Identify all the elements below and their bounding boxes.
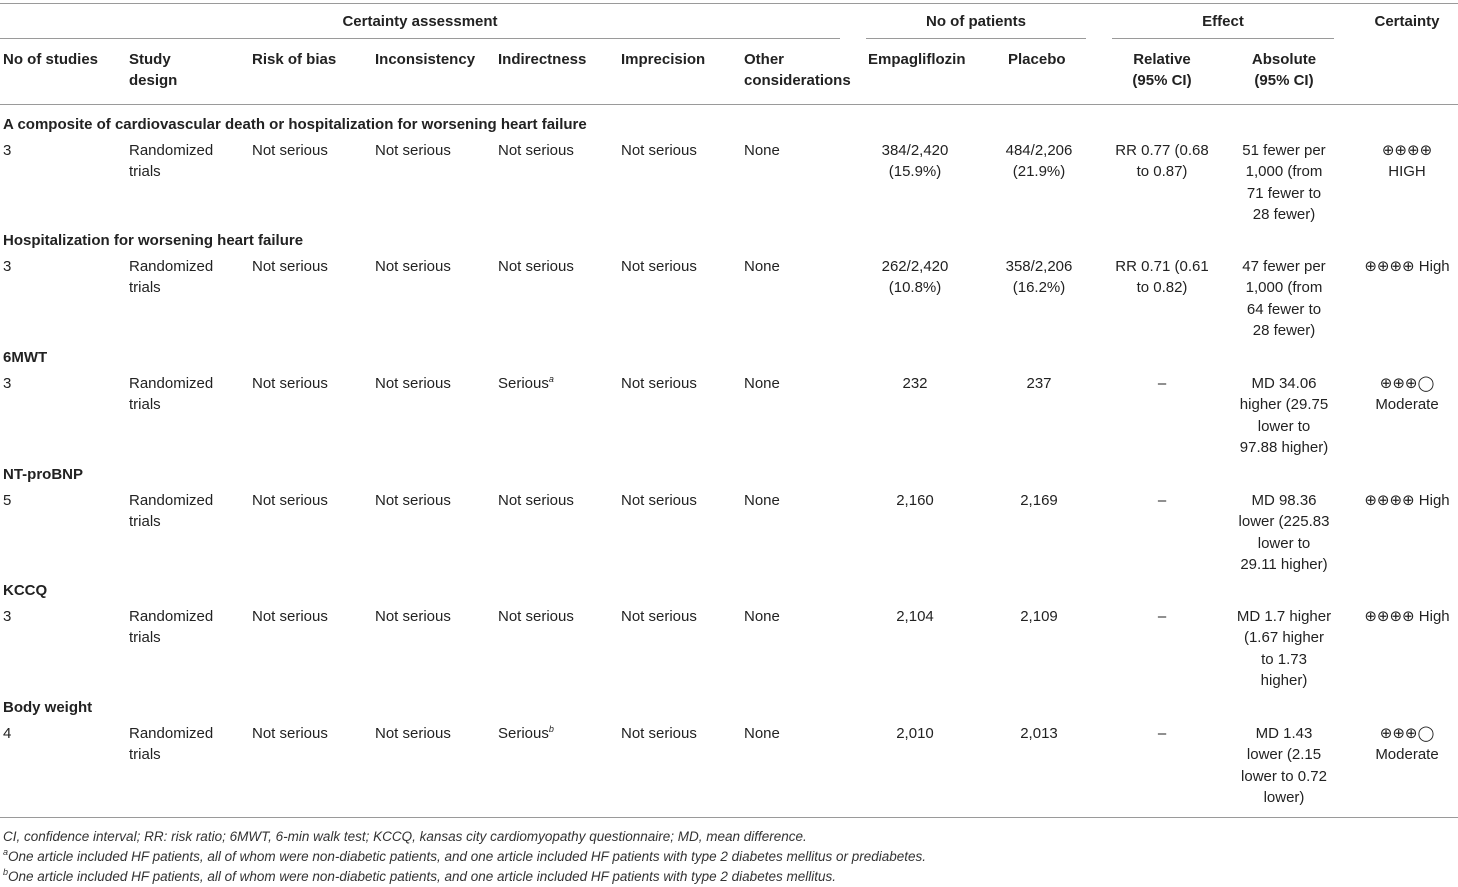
- cell-absolute: 51 fewer per 1,000 (from 71 fewer to 28 fewer): [1242, 142, 1326, 223]
- cell-indirectness: Serious$^a$: [498, 374, 554, 392]
- outcome-title: A composite of cardiovascular death or hospitalization for worsening heart failure: [3, 116, 587, 133]
- cell-placebo: 2,013: [1020, 725, 1058, 742]
- cell-no-of-studies: 5: [3, 492, 12, 509]
- cell-other-considerations: None: [744, 725, 780, 742]
- cell-no-of-studies: 3: [3, 258, 12, 275]
- col-absolute: Absolute (95% CI): [1251, 51, 1317, 90]
- cell-study-design: Randomized trials: [129, 142, 214, 181]
- col-indirectness: Indirectness: [498, 51, 587, 68]
- effect-group-rule: [1112, 38, 1334, 39]
- cell-inconsistency: Not serious: [375, 258, 451, 275]
- cell-risk-of-bias: Not serious: [252, 375, 328, 392]
- footnote-abbreviations: CI, confidence interval; RR: risk ratio; 6MWT, 6-min walk test; KCCQ, kansas city cardiomyopathy questionnaire; MD, mean difference.: [3, 829, 807, 844]
- cell-relative: –: [1157, 608, 1167, 625]
- table-bottom-rule: [0, 817, 1458, 818]
- outcome-title: 6MWT: [3, 349, 48, 366]
- cell-imprecision: Not serious: [621, 142, 697, 159]
- cell-placebo: 237: [1026, 375, 1052, 392]
- cell-relative: RR 0.71 (0.61 to 0.82): [1115, 258, 1209, 297]
- cell-absolute: MD 1.7 higher (1.67 higher to 1.73 higher): [1236, 608, 1332, 689]
- col-relative: Relative (95% CI): [1132, 51, 1192, 90]
- cell-placebo: 484/2,206 (21.9%): [1005, 142, 1073, 181]
- col-placebo: Placebo: [1008, 51, 1066, 68]
- group-certainty: Certainty: [1374, 13, 1440, 30]
- cell-inconsistency: Not serious: [375, 375, 451, 392]
- group-no-of-patients: No of patients: [926, 13, 1026, 30]
- col-no-of-studies: No of studies: [3, 51, 99, 68]
- cell-indirectness: Not serious: [498, 608, 574, 625]
- cell-certainty: ⊕⊕⊕⊕ HIGH: [1381, 142, 1433, 181]
- header-bottom-rule: [0, 104, 1458, 105]
- group-effect: Effect: [1202, 13, 1244, 30]
- cell-certainty: ⊕⊕⊕⊕ High: [1364, 608, 1450, 625]
- cell-risk-of-bias: Not serious: [252, 725, 328, 742]
- outcome-title: Hospitalization for worsening heart failure: [3, 232, 304, 249]
- outcome-title: NT-proBNP: [3, 466, 83, 483]
- cell-no-of-studies: 3: [3, 142, 12, 159]
- cell-study-design: Randomized trials: [129, 375, 214, 414]
- cell-empagliflozin: 262/2,420 (10.8%): [881, 258, 949, 297]
- cell-study-design: Randomized trials: [129, 725, 214, 764]
- cell-inconsistency: Not serious: [375, 142, 451, 159]
- table-top-rule: [0, 3, 1458, 4]
- cell-inconsistency: Not serious: [375, 608, 451, 625]
- outcome-title: Body weight: [3, 699, 93, 716]
- cell-other-considerations: None: [744, 258, 780, 275]
- cell-empagliflozin: 2,010: [896, 725, 934, 742]
- cell-risk-of-bias: Not serious: [252, 142, 328, 159]
- certainty-assessment-group-rule: [0, 38, 840, 39]
- col-inconsistency: Inconsistency: [375, 51, 476, 68]
- cell-placebo: 2,169: [1020, 492, 1058, 509]
- cell-absolute: MD 1.43 lower (2.15 lower to 0.72 lower): [1241, 725, 1327, 806]
- cell-imprecision: Not serious: [621, 608, 697, 625]
- cell-no-of-studies: 3: [3, 375, 12, 392]
- cell-no-of-studies: 4: [3, 725, 12, 742]
- outcome-title: KCCQ: [3, 582, 48, 599]
- cell-no-of-studies: 3: [3, 608, 12, 625]
- cell-inconsistency: Not serious: [375, 492, 451, 509]
- cell-certainty: ⊕⊕⊕⊕ High: [1364, 492, 1450, 509]
- cell-empagliflozin: 2,160: [896, 492, 934, 509]
- cell-study-design: Randomized trials: [129, 258, 214, 297]
- cell-absolute: 47 fewer per 1,000 (from 64 fewer to 28 fewer): [1242, 258, 1326, 339]
- cell-placebo: 358/2,206 (16.2%): [1005, 258, 1073, 297]
- cell-study-design: Randomized trials: [129, 492, 214, 531]
- cell-study-design: Randomized trials: [129, 608, 214, 647]
- cell-relative: RR 0.77 (0.68 to 0.87): [1115, 142, 1209, 181]
- cell-risk-of-bias: Not serious: [252, 608, 328, 625]
- cell-indirectness: Not serious: [498, 142, 574, 159]
- cell-certainty: ⊕⊕⊕◯ Moderate: [1375, 725, 1439, 764]
- cell-risk-of-bias: Not serious: [252, 258, 328, 275]
- footnote-b: $^b$One article included HF patients, all of whom were non-diabetic patients, and one article included HF patients with type 2 diabetes mellitus.: [3, 867, 836, 884]
- patients-group-rule: [866, 38, 1086, 39]
- cell-relative: –: [1157, 725, 1167, 742]
- cell-indirectness: Serious$^b$: [498, 724, 554, 742]
- col-empagliflozin: Empagliflozin: [868, 51, 966, 68]
- footnote-a: $^a$One article included HF patients, all of whom were non-diabetic patients, and one article included HF patients with type 2 diabetes mellitus or prediabetes.: [3, 847, 927, 864]
- col-risk-of-bias: Risk of bias: [252, 51, 337, 68]
- col-other-considerations: Other considerations: [744, 51, 851, 90]
- cell-indirectness: Not serious: [498, 258, 574, 275]
- cell-absolute: MD 98.36 lower (225.83 lower to 29.11 higher): [1238, 492, 1330, 573]
- cell-certainty: ⊕⊕⊕⊕ High: [1364, 258, 1450, 275]
- cell-other-considerations: None: [744, 142, 780, 159]
- cell-other-considerations: None: [744, 492, 780, 509]
- cell-certainty: ⊕⊕⊕◯ Moderate: [1375, 375, 1439, 414]
- cell-absolute: MD 34.06 higher (29.75 lower to 97.88 higher): [1239, 375, 1329, 456]
- footnote-marker: b: [548, 724, 554, 734]
- cell-other-considerations: None: [744, 608, 780, 625]
- cell-imprecision: Not serious: [621, 492, 697, 509]
- cell-empagliflozin: 384/2,420 (15.9%): [881, 142, 949, 181]
- cell-risk-of-bias: Not serious: [252, 492, 328, 509]
- cell-placebo: 2,109: [1020, 608, 1058, 625]
- cell-relative: –: [1157, 375, 1167, 392]
- cell-empagliflozin: 2,104: [896, 608, 934, 625]
- cell-empagliflozin: 232: [902, 375, 928, 392]
- group-certainty-assessment: Certainty assessment: [342, 13, 498, 30]
- cell-indirectness: Not serious: [498, 492, 574, 509]
- cell-imprecision: Not serious: [621, 258, 697, 275]
- cell-imprecision: Not serious: [621, 375, 697, 392]
- col-study-design: Study design: [129, 51, 178, 90]
- cell-relative: –: [1157, 492, 1167, 509]
- footnote-marker: a: [548, 374, 554, 384]
- col-imprecision: Imprecision: [621, 51, 706, 68]
- cell-other-considerations: None: [744, 375, 780, 392]
- cell-imprecision: Not serious: [621, 725, 697, 742]
- cell-inconsistency: Not serious: [375, 725, 451, 742]
